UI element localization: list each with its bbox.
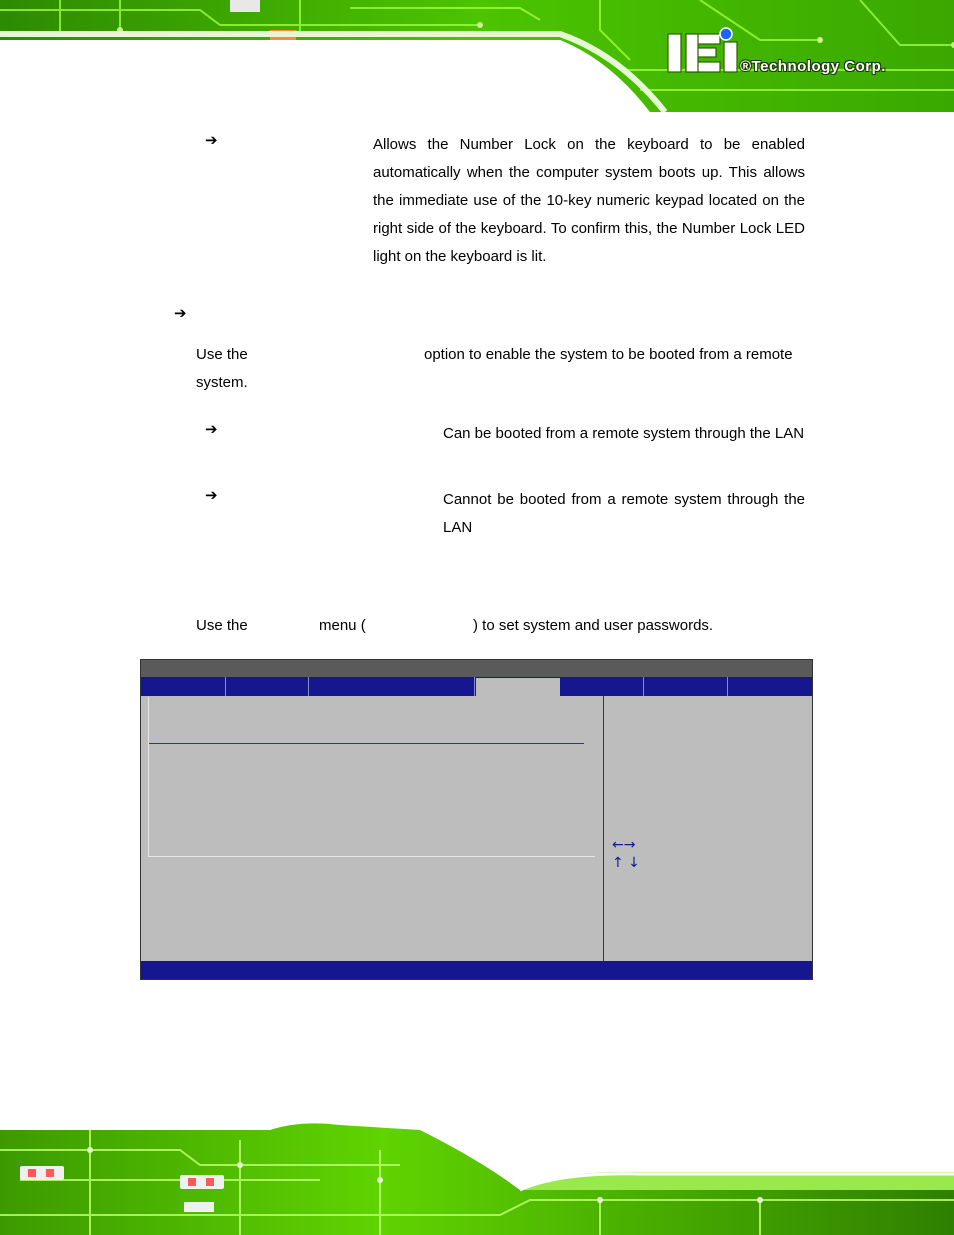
security-intro-suffix: ) to set system and user passwords. bbox=[473, 617, 714, 634]
numlock-description: Allows the Number Lock on the keyboard to be enabled automatically when the computer system boots up. This allows the immediate use of the 10-key numeric keypad located on the right side of the keyboard. To confirm this, the Number Lock LED light on the keyboard is lit. bbox=[373, 136, 805, 265]
bios-menu-bar bbox=[141, 677, 812, 696]
bios-settings-panel bbox=[148, 697, 595, 857]
header-banner bbox=[0, 0, 954, 112]
bios-status-bar bbox=[141, 961, 812, 979]
security-intro-middle: menu ( bbox=[319, 617, 366, 634]
footer-banner bbox=[0, 1120, 954, 1235]
bios-tab[interactable] bbox=[309, 677, 475, 696]
bios-tab[interactable] bbox=[644, 677, 728, 696]
circuit-board-graphic bbox=[0, 1120, 954, 1235]
bios-security-screen bbox=[140, 659, 813, 980]
bios-title-bar bbox=[141, 660, 812, 677]
option-arrow-icon: ➔ bbox=[205, 486, 218, 504]
left-right-arrows-icon: ←→ bbox=[612, 837, 636, 853]
section-arrow-icon: ➔ bbox=[174, 304, 187, 322]
option-disabled-description: Cannot be booted from a remote system through the LAN bbox=[443, 491, 805, 536]
bios-tab[interactable] bbox=[226, 677, 309, 696]
iei-logo bbox=[666, 24, 936, 84]
bios-tab[interactable] bbox=[561, 677, 644, 696]
bios-tab-security-active[interactable] bbox=[476, 678, 560, 696]
boot-remote-intro-line2: system. bbox=[196, 374, 248, 391]
bios-tab[interactable] bbox=[141, 677, 226, 696]
bullet-arrow-icon: ➔ bbox=[205, 131, 218, 149]
up-down-arrows-icon: ↑ ↓ bbox=[612, 855, 640, 871]
brand-text: ®Technology Corp. bbox=[740, 58, 886, 75]
option-arrow-icon: ➔ bbox=[205, 420, 218, 438]
bios-panel-divider bbox=[603, 696, 604, 961]
boot-remote-intro-prefix: Use the bbox=[196, 346, 248, 363]
bios-separator-line bbox=[149, 743, 584, 744]
boot-remote-intro-suffix: option to enable the system to be booted from a remote bbox=[424, 346, 793, 363]
security-intro-prefix: Use the bbox=[196, 617, 248, 634]
option-enabled-description: Can be booted from a remote system through the LAN bbox=[443, 425, 805, 442]
